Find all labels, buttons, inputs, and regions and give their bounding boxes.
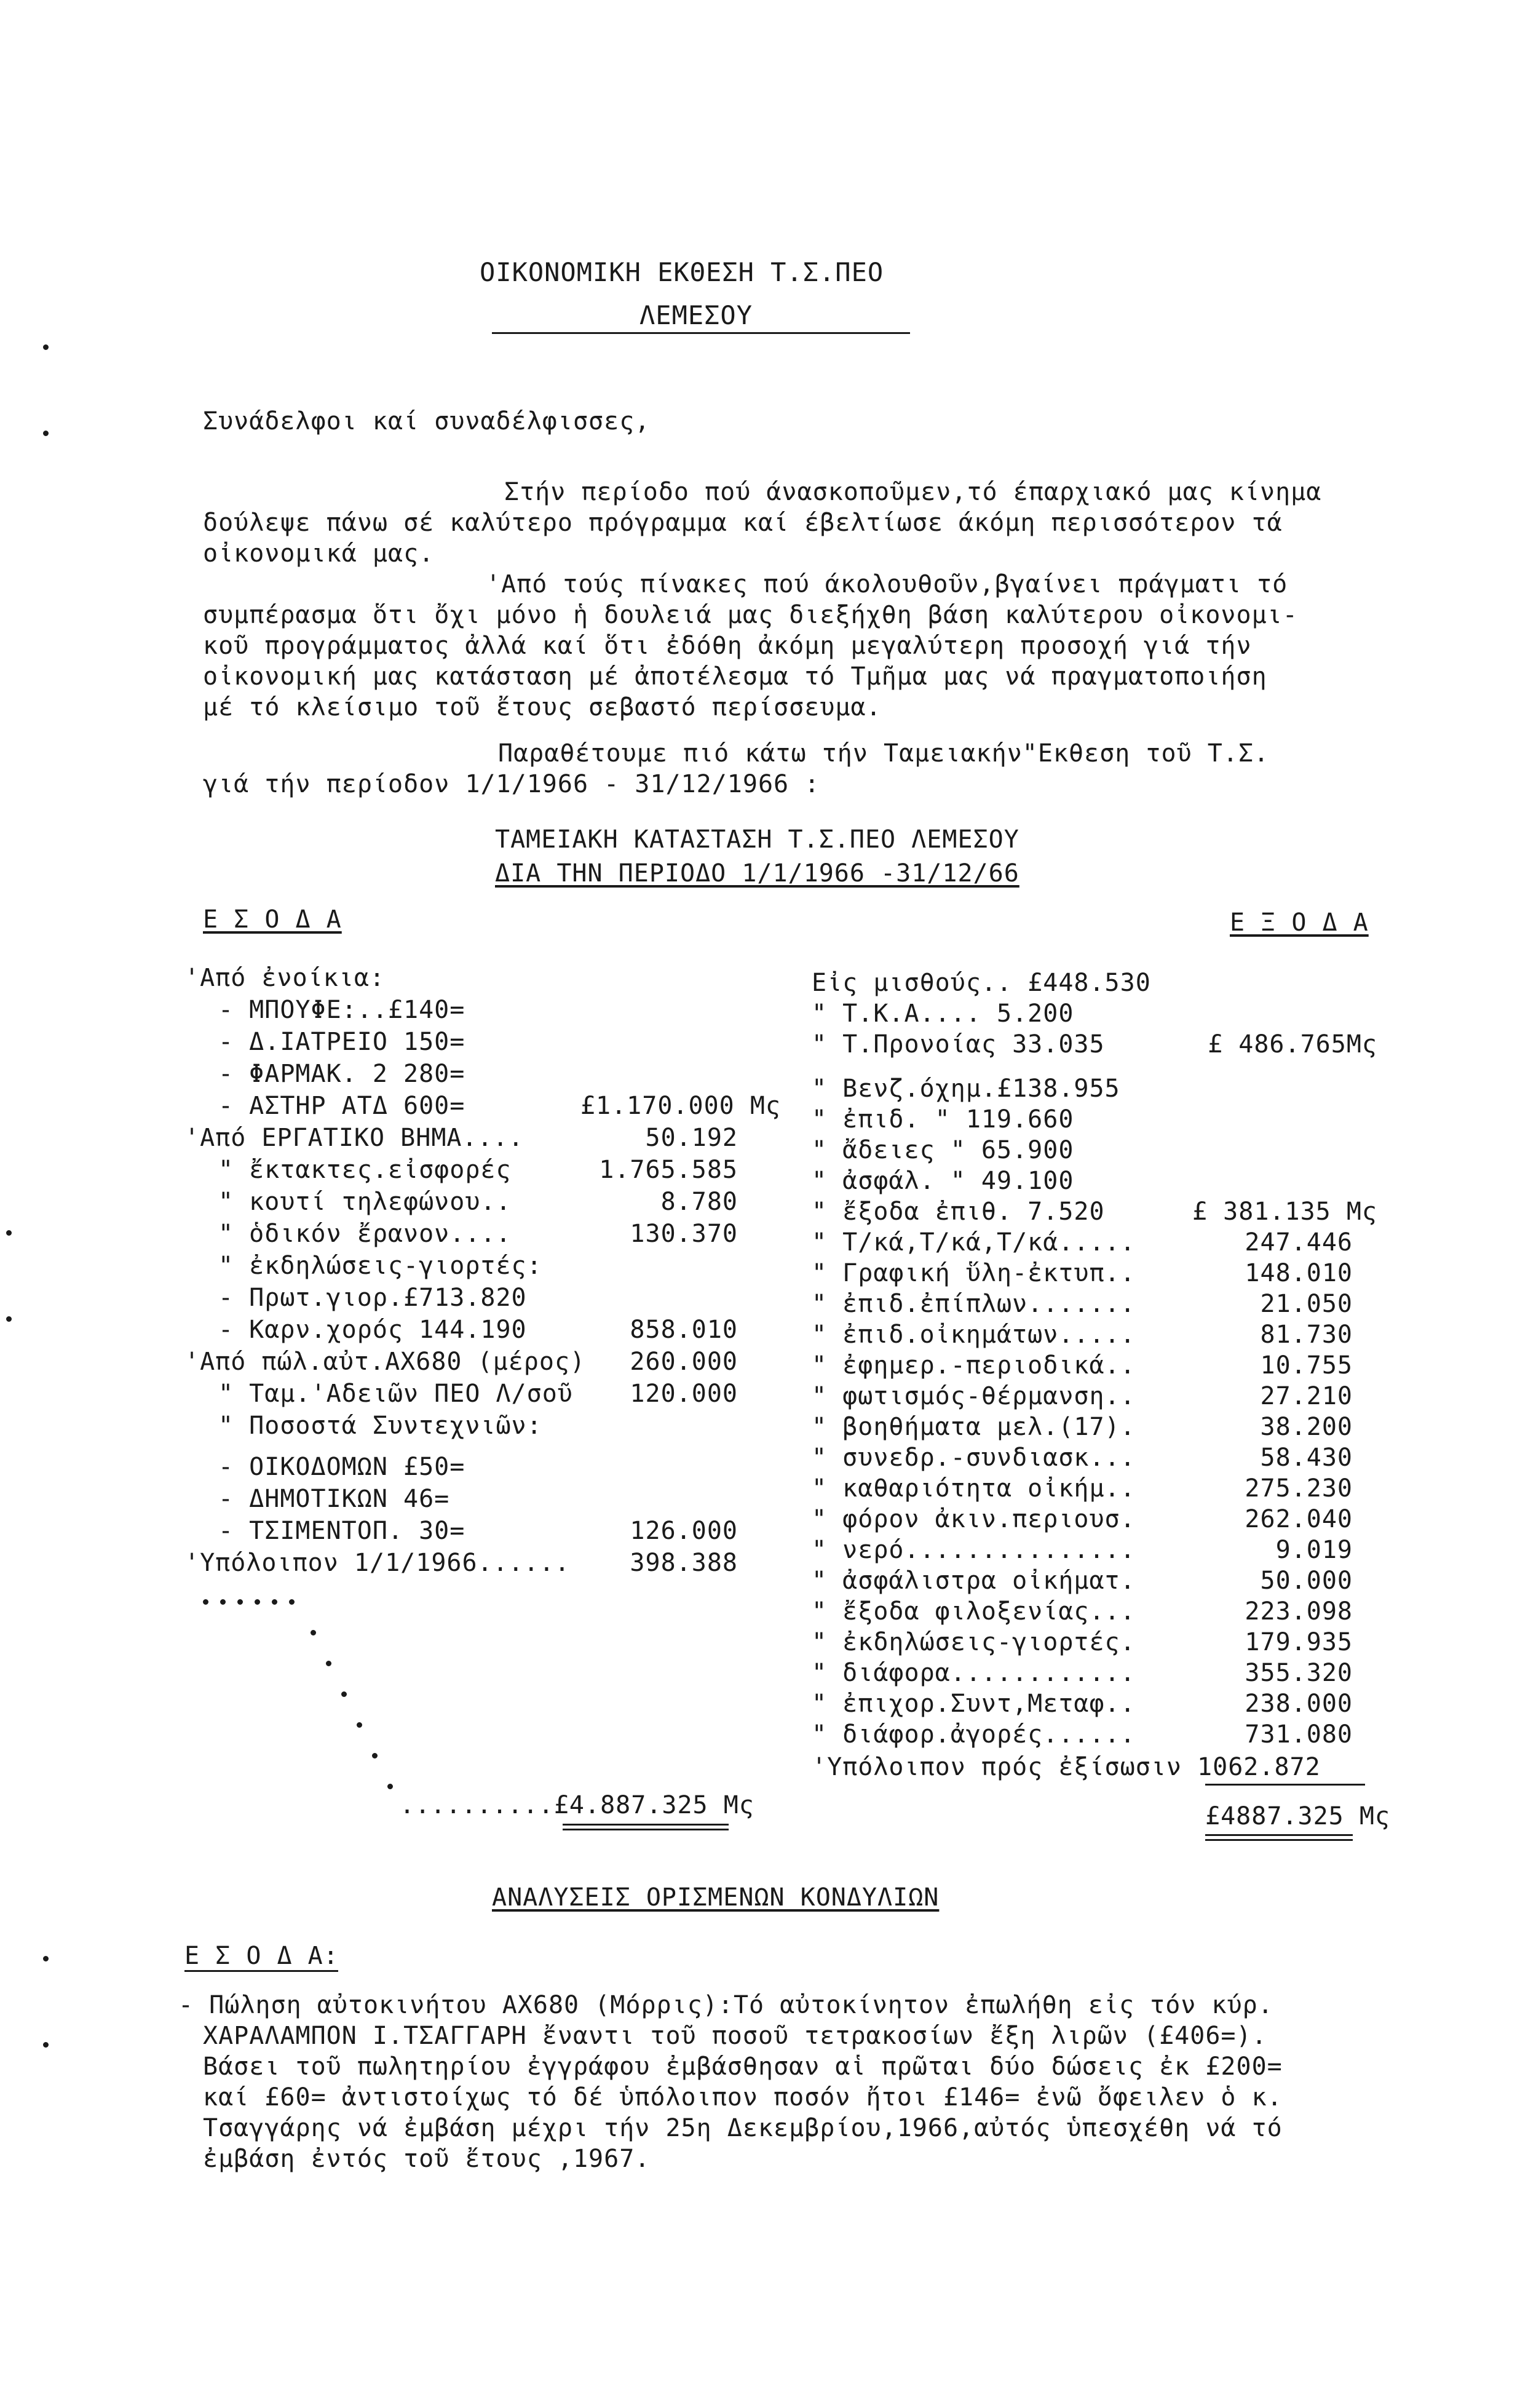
analysis-line: Βάσει τοῦ πωλητηρίου ἐγγράφου ἐμβάσθησαν αἱ πρῶται δύο δώσεις ἐκ £200= (203, 2052, 1283, 2081)
expense-amount: 148.010 (1245, 1259, 1353, 1287)
expense-line: " φωτισμός-θέρμανση.. (812, 1382, 1136, 1410)
intro-line: γιά τήν περίοδον 1/1/1966 - 31/12/1966 : (203, 770, 820, 798)
analysis-line: καί £60= ἀντιστοίχως τό δέ ὑπόλοιπον ποσόν ἤτοι £146= ἐνῶ ὄφειλεν ὁ κ. (203, 2083, 1283, 2112)
income-line: - ΦΑΡΜΑΚ. 2 280= (218, 1060, 465, 1088)
expense-line: " ἀσφάλιστρα οἰκήματ. (812, 1567, 1136, 1595)
expense-amount: 238.000 (1245, 1690, 1353, 1718)
balance-underline (1205, 1784, 1365, 1786)
intro-line: μέ τό κλείσιμο τοῦ ἔτους σεβαστό περίσσευμα. (203, 693, 882, 721)
statement-period: ΔΙΑ ΤΗΝ ΠΕΡΙΟΔΟ 1/1/1966 -31/12/66 (495, 859, 1019, 888)
income-line: " ἐκδηλώσεις-γιορτές: (218, 1252, 542, 1280)
expense-heading: Ε Ξ Ο Δ Α (1230, 908, 1369, 937)
leader-dot (237, 1599, 243, 1605)
analysis-heading: Ε Σ Ο Δ Α: (184, 1942, 339, 1970)
expense-amount: 58.430 (1260, 1444, 1353, 1472)
expense-line: " διάφορα............ (812, 1659, 1136, 1687)
expense-line: " Τ.Κ.Α.... 5.200 (812, 999, 1074, 1028)
statement-title: ΤΑΜΕΙΑΚΗ ΚΑΤΑΣΤΑΣΗ Τ.Σ.ΠΕΟ ΛΕΜΕΣΟΥ (495, 825, 1019, 854)
income-heading: Ε Σ Ο Δ Α (203, 905, 342, 934)
expense-line: " ἐπιχορ.Συντ,Μεταφ.. (812, 1690, 1136, 1718)
expense-amount: 179.935 (1245, 1628, 1353, 1656)
expense-amount: 731.080 (1245, 1720, 1353, 1749)
income-amount: 120.000 (630, 1380, 738, 1408)
leader-dot (220, 1599, 226, 1605)
expense-amount: 50.000 (1260, 1567, 1353, 1595)
income-line: 'Υπόλοιπον 1/1/1966...... (184, 1549, 571, 1577)
margin-mark (6, 1316, 12, 1322)
expense-amount: 21.050 (1260, 1290, 1353, 1318)
expense-amount: 223.098 (1245, 1597, 1353, 1626)
income-line: - ΑΣΤΗΡ ΑΤΔ 600= (218, 1092, 465, 1120)
total-underline (1205, 1839, 1353, 1841)
expense-line: " νερό............... (812, 1536, 1136, 1564)
expense-total: £4887.325 Μς (1205, 1802, 1390, 1830)
expense-line: " ἐπιδ.οἰκημάτων..... (812, 1321, 1136, 1349)
intro-line: Παραθέτουμε πιό κάτω τήν Ταμειακήν"Εκθεση τοῦ Τ.Σ. (498, 739, 1270, 768)
intro-line: 'Από τούς πίνακες πού άκολουθοῦν,βγαίνει πράγματι τό (486, 570, 1288, 598)
total-underline (1205, 1834, 1353, 1836)
income-line: 'Από πώλ.αὐτ.ΑΧ680 (μέρος) (184, 1348, 586, 1376)
analysis-title: ΑΝΑΛΥΣΕΙΣ ΟΡΙΣΜΕΝΩΝ ΚΟΝΔΥΛΙΩΝ (492, 1883, 940, 1912)
expense-amount: 27.210 (1260, 1382, 1353, 1410)
total-underline (563, 1829, 729, 1830)
analysis-line: ἐμβάση ἐντός τοῦ ἔτους ,1967. (203, 2145, 651, 2173)
leader-dot (272, 1599, 277, 1605)
income-line: 'Από ἐνοίκια: (184, 964, 386, 992)
expense-line: " βοηθήματα μελ.(17). (812, 1413, 1136, 1441)
income-amount: 50.192 (645, 1124, 738, 1152)
intro-line: κοῦ προγράμματος ἀλλά καί ὅτι ἐδόθη ἀκόμη μεγαλύτερη προσοχή γιά τήν (203, 632, 1252, 660)
expense-line: " συνεδρ.-συνδιασκ... (812, 1444, 1136, 1472)
expense-line: " ἔξοδα φιλοξενίας... (812, 1597, 1136, 1626)
intro-line: οἰκονομικά μας. (203, 539, 435, 568)
expense-amount: 81.730 (1260, 1321, 1353, 1349)
salutation: Συνάδελφοι καί συναδέλφισσες, (203, 407, 651, 435)
expense-line: Εἰς μισθούς.. £448.530 (812, 969, 1151, 997)
expense-line: " Τ/κά,Τ/κά,Τ/κά..... (812, 1228, 1136, 1257)
income-line: " ἔκτακτες.εἰσφορές (218, 1156, 512, 1184)
income-line: - Δ.ΙΑΤΡΕΙΟ 150= (218, 1028, 465, 1056)
income-amount: 8.780 (660, 1188, 738, 1216)
income-amount: 260.000 (630, 1348, 738, 1376)
expense-line: " Γραφική ὕλη-ἐκτυπ.. (812, 1259, 1136, 1287)
expense-amount: £ 486.765Μς (1208, 1030, 1377, 1059)
expense-amount: £ 381.135 Μς (1192, 1198, 1377, 1226)
expense-line: " διάφορ.ἀγορές...... (812, 1720, 1136, 1749)
expense-line: " φόρον ἀκιν.περιουσ. (812, 1505, 1136, 1533)
income-line: 'Από ΕΡΓΑΤΙΚΟ ΒΗΜΑ.... (184, 1124, 524, 1152)
expense-line: " ἐκδηλώσεις-γιορτές. (812, 1628, 1136, 1656)
income-total: ..........£4.887.325 Μς (400, 1791, 754, 1819)
expense-line: " ἄδειες " 65.900 (812, 1136, 1074, 1164)
intro-line: οἰκονομική μας κατάσταση μέ ἀποτέλεσμα τό Τμῆμα μας νά πραγματοποιήση (203, 662, 1267, 691)
expense-amount: 262.040 (1245, 1505, 1353, 1533)
expense-amount: 275.230 (1245, 1474, 1353, 1503)
expense-amount: 355.320 (1245, 1659, 1353, 1687)
leader-dot (311, 1630, 316, 1635)
leader-dot (341, 1691, 347, 1697)
expense-line: " ἐπιδ.ἐπίπλων....... (812, 1290, 1136, 1318)
expense-line: " Τ.Προνοίας 33.035 (812, 1030, 1105, 1059)
margin-mark (43, 1956, 49, 1961)
income-line: - Πρωτ.γιορ.£713.820 (218, 1284, 527, 1312)
leader-dot (289, 1599, 295, 1605)
margin-mark (43, 431, 49, 436)
expense-amount: 38.200 (1260, 1413, 1353, 1441)
expense-line: " καθαριότητα οἰκήμ.. (812, 1474, 1136, 1503)
income-line: - ΤΣΙΜΕΝΤΟΠ. 30= (218, 1517, 465, 1545)
income-line: - ΜΠΟΥΦΕ:..£140= (218, 996, 465, 1024)
total-underline (563, 1824, 729, 1826)
intro-line: δούλεψε πάνω σέ καλύτερο πρόγραμμα καί έβελτίωσε άκόμη περισσότερον τά (203, 509, 1283, 537)
income-amount: 398.388 (630, 1549, 738, 1577)
analysis-line: - Πώληση αὐτοκινήτου ΑΧ680 (Μόρρις):Τό αὐτοκίνητον ἐπωλήθη εἰς τόν κύρ. (178, 1991, 1273, 2019)
income-line: - Καρν.χορός 144.190 (218, 1316, 527, 1344)
leader-dot (387, 1784, 393, 1789)
income-line: " ὁδικόν ἔρανον.... (218, 1220, 512, 1248)
intro-line: συμπέρασμα ὅτι ὄχι μόνο ἡ δουλειά μας διεξήχθη βάση καλύτερου οἰκονομι- (203, 601, 1298, 629)
income-line: " Ποσοστά Συντεχνιῶν: (218, 1412, 542, 1440)
income-amount: 1.765.585 (599, 1156, 738, 1184)
income-line: - ΔΗΜΟΤΙΚΩΝ 46= (218, 1485, 450, 1513)
margin-mark (43, 344, 49, 350)
expense-line: " Βενζ.όχημ.£138.955 (812, 1075, 1120, 1103)
report-subtitle: ΛΕΜΕΣΟΥ (639, 300, 753, 330)
leader-dot (203, 1599, 208, 1605)
income-line: " Ταμ.'Αδειῶν ΠΕΟ Λ/σοῦ (218, 1380, 573, 1408)
margin-mark (43, 2042, 49, 2048)
expense-balance: 'Υπόλοιπον πρός ἐξίσωσιν 1062.872 (812, 1753, 1321, 1781)
income-amount: 130.370 (630, 1220, 738, 1248)
intro-line: Στήν περίοδο πού άνασκοποῦμεν,τό έπαρχιακό μας κίνημα (504, 478, 1322, 506)
leader-dot (255, 1599, 260, 1605)
report-title: ΟΙΚΟΝΟΜΙΚΗ ΕΚΘΕΣΗ Τ.Σ.ΠΕΟ (480, 257, 884, 287)
income-amount: 126.000 (630, 1517, 738, 1545)
income-line: " κουτί τηλεφώνου.. (218, 1188, 512, 1216)
income-line: - ΟΙΚΟΔΟΜΩΝ £50= (218, 1453, 465, 1481)
expense-amount: 10.755 (1260, 1351, 1353, 1380)
expense-line: " ἔξοδα ἐπιθ. 7.520 (812, 1198, 1105, 1226)
leader-dot (372, 1753, 378, 1758)
analysis-line: ΧΑΡΑΛΑΜΠΟΝ Ι.ΤΣΑΓΓΑΡΗ ἔναντι τοῦ ποσοῦ τετρακοσίων ἔξη λιρῶν (£406=). (203, 2022, 1267, 2050)
analysis-heading-underline (184, 1970, 338, 1972)
expense-line: " ἀσφάλ. " 49.100 (812, 1167, 1074, 1195)
leader-dot (326, 1661, 331, 1666)
income-amount: £1.170.000 Μς (580, 1092, 781, 1120)
leader-dot (357, 1722, 362, 1728)
income-amount: 858.010 (630, 1316, 738, 1344)
expense-amount: 247.446 (1245, 1228, 1353, 1257)
expense-line: " ἐπιδ. " 119.660 (812, 1105, 1074, 1134)
analysis-line: Τσαγγάρης νά ἐμβάση μέχρι τήν 25η Δεκεμβρίου,1966,αὐτός ὑπεσχέθη νά τό (203, 2114, 1283, 2142)
expense-line: " ἐφημερ.-περιοδικά.. (812, 1351, 1136, 1380)
title-underline (492, 332, 910, 334)
expense-amount: 9.019 (1275, 1536, 1353, 1564)
margin-mark (6, 1230, 12, 1236)
